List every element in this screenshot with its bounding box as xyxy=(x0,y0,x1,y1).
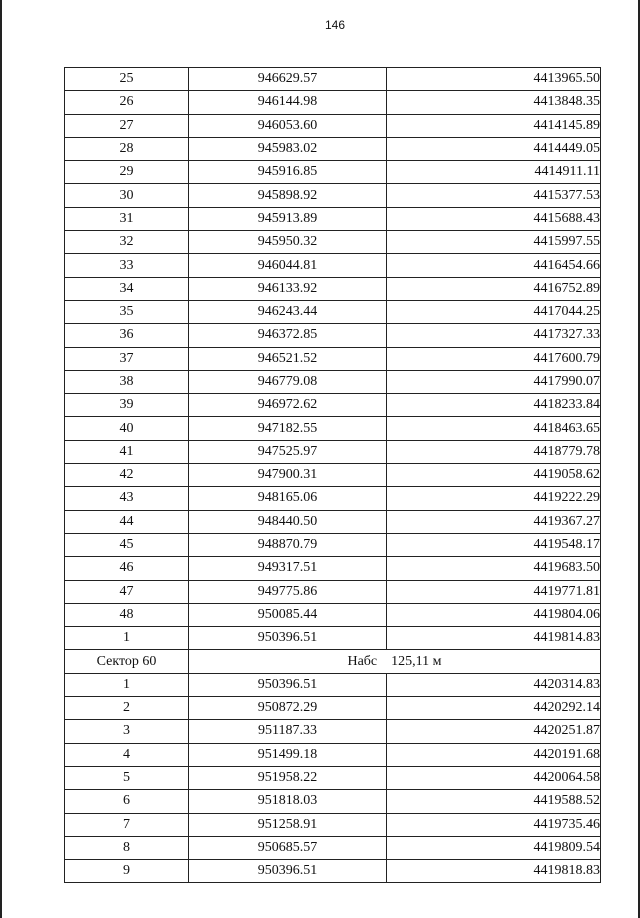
y-coordinate-cell: 4413965.50 xyxy=(387,68,601,91)
x-coordinate-cell: 946133.92 xyxy=(189,277,387,300)
x-coordinate-cell: 951958.22 xyxy=(189,766,387,789)
point-number-cell: 47 xyxy=(65,580,189,603)
y-coordinate-cell: 4414449.05 xyxy=(387,137,601,160)
table-row xyxy=(65,114,601,137)
x-coordinate-cell: 945983.02 xyxy=(189,137,387,160)
sector-label: Сектор 60 xyxy=(65,650,189,673)
y-coordinate-cell: 4417327.33 xyxy=(387,324,601,347)
x-coordinate-cell: 945913.89 xyxy=(189,207,387,230)
table-row xyxy=(65,394,601,417)
point-number-cell: 7 xyxy=(65,813,189,836)
point-number-cell: 46 xyxy=(65,557,189,580)
y-coordinate-cell: 4415688.43 xyxy=(387,207,601,230)
point-number-cell: 36 xyxy=(65,324,189,347)
y-coordinate-cell: 4416454.66 xyxy=(387,254,601,277)
point-number-cell: 5 xyxy=(65,766,189,789)
x-coordinate-cell: 946521.52 xyxy=(189,347,387,370)
y-coordinate-cell: 4417600.79 xyxy=(387,347,601,370)
point-number-cell: 37 xyxy=(65,347,189,370)
point-number-cell: 3 xyxy=(65,720,189,743)
x-coordinate-cell: 946972.62 xyxy=(189,394,387,417)
y-coordinate-cell: 4419058.62 xyxy=(387,464,601,487)
point-number-cell: 48 xyxy=(65,603,189,626)
x-coordinate-cell: 948440.50 xyxy=(189,510,387,533)
x-coordinate-cell: 946144.98 xyxy=(189,91,387,114)
point-number-cell: 42 xyxy=(65,464,189,487)
x-coordinate-cell: 951258.91 xyxy=(189,813,387,836)
y-coordinate-cell: 4417990.07 xyxy=(387,370,601,393)
point-number-cell: 30 xyxy=(65,184,189,207)
table-row xyxy=(65,533,601,556)
table-row xyxy=(65,510,601,533)
x-coordinate-cell: 950396.51 xyxy=(189,627,387,650)
y-coordinate-cell: 4420251.87 xyxy=(387,720,601,743)
table-row xyxy=(65,673,601,696)
table-row xyxy=(65,207,601,230)
x-coordinate-cell: 947900.31 xyxy=(189,464,387,487)
table-row xyxy=(65,766,601,789)
point-number-cell: 28 xyxy=(65,137,189,160)
point-number-cell: 29 xyxy=(65,161,189,184)
table-row xyxy=(65,440,601,463)
point-number-cell: 8 xyxy=(65,836,189,859)
table-row xyxy=(65,464,601,487)
table-row xyxy=(65,790,601,813)
table-row xyxy=(65,697,601,720)
page-number: 146 xyxy=(324,18,346,32)
x-coordinate-cell: 950085.44 xyxy=(189,603,387,626)
y-coordinate-cell: 4420191.68 xyxy=(387,743,601,766)
table-row xyxy=(65,137,601,160)
y-coordinate-cell: 4419809.54 xyxy=(387,836,601,859)
y-coordinate-cell: 4413848.35 xyxy=(387,91,601,114)
table-row xyxy=(65,860,601,883)
y-coordinate-cell: 4418463.65 xyxy=(387,417,601,440)
table-row xyxy=(65,300,601,323)
x-coordinate-cell: 946044.81 xyxy=(189,254,387,277)
sector-elevation-prefix: Набс xyxy=(347,653,378,669)
point-number-cell: 2 xyxy=(65,697,189,720)
x-coordinate-cell: 947525.97 xyxy=(189,440,387,463)
scan-left-border xyxy=(0,0,2,918)
x-coordinate-cell: 945950.32 xyxy=(189,231,387,254)
y-coordinate-cell: 4415997.55 xyxy=(387,231,601,254)
x-coordinate-cell: 951499.18 xyxy=(189,743,387,766)
y-coordinate-cell: 4419548.17 xyxy=(387,533,601,556)
point-number-cell: 1 xyxy=(65,673,189,696)
point-number-cell: 45 xyxy=(65,533,189,556)
x-coordinate-cell: 950396.51 xyxy=(189,860,387,883)
point-number-cell: 9 xyxy=(65,860,189,883)
x-coordinate-cell: 948870.79 xyxy=(189,533,387,556)
y-coordinate-cell: 4420064.58 xyxy=(387,766,601,789)
sector-elevation-value: 125,11 м xyxy=(391,653,442,669)
x-coordinate-cell: 950685.57 xyxy=(189,836,387,859)
y-coordinate-cell: 4414145.89 xyxy=(387,114,601,137)
y-coordinate-cell: 4419735.46 xyxy=(387,813,601,836)
point-number-cell: 41 xyxy=(65,440,189,463)
point-number-cell: 39 xyxy=(65,394,189,417)
table-row xyxy=(65,68,601,91)
x-coordinate-cell: 945898.92 xyxy=(189,184,387,207)
coordinates-table xyxy=(64,67,601,883)
y-coordinate-cell: 4419683.50 xyxy=(387,557,601,580)
x-coordinate-cell: 946243.44 xyxy=(189,300,387,323)
y-coordinate-cell: 4419804.06 xyxy=(387,603,601,626)
x-coordinate-cell: 951818.03 xyxy=(189,790,387,813)
y-coordinate-cell: 4414911.11 xyxy=(387,161,601,184)
table-row xyxy=(65,813,601,836)
table-row xyxy=(65,603,601,626)
table-row xyxy=(65,277,601,300)
x-coordinate-cell: 951187.33 xyxy=(189,720,387,743)
table-row xyxy=(65,184,601,207)
table-row xyxy=(65,557,601,580)
x-coordinate-cell: 950396.51 xyxy=(189,673,387,696)
point-number-cell: 26 xyxy=(65,91,189,114)
y-coordinate-cell: 4418779.78 xyxy=(387,440,601,463)
table-row xyxy=(65,324,601,347)
y-coordinate-cell: 4419814.83 xyxy=(387,627,601,650)
point-number-cell: 33 xyxy=(65,254,189,277)
table-row xyxy=(65,836,601,859)
table-row xyxy=(65,627,601,650)
point-number-cell: 38 xyxy=(65,370,189,393)
sector-header-group xyxy=(65,650,601,673)
point-number-cell: 6 xyxy=(65,790,189,813)
table-row xyxy=(65,417,601,440)
table-row xyxy=(65,91,601,114)
coordinates-rows-after xyxy=(65,673,601,883)
y-coordinate-cell: 4419771.81 xyxy=(387,580,601,603)
point-number-cell: 34 xyxy=(65,277,189,300)
point-number-cell: 4 xyxy=(65,743,189,766)
x-coordinate-cell: 946372.85 xyxy=(189,324,387,347)
coordinates-rows-before xyxy=(65,68,601,650)
table-row xyxy=(65,347,601,370)
x-coordinate-cell: 947182.55 xyxy=(189,417,387,440)
point-number-cell: 25 xyxy=(65,68,189,91)
y-coordinate-cell: 4418233.84 xyxy=(387,394,601,417)
point-number-cell: 44 xyxy=(65,510,189,533)
x-coordinate-cell: 945916.85 xyxy=(189,161,387,184)
table-row xyxy=(65,720,601,743)
y-coordinate-cell: 4416752.89 xyxy=(387,277,601,300)
y-coordinate-cell: 4420292.14 xyxy=(387,697,601,720)
x-coordinate-cell: 949775.86 xyxy=(189,580,387,603)
x-coordinate-cell: 946779.08 xyxy=(189,370,387,393)
x-coordinate-cell: 946053.60 xyxy=(189,114,387,137)
x-coordinate-cell: 950872.29 xyxy=(189,697,387,720)
point-number-cell: 40 xyxy=(65,417,189,440)
y-coordinate-cell: 4415377.53 xyxy=(387,184,601,207)
point-number-cell: 43 xyxy=(65,487,189,510)
table-row xyxy=(65,231,601,254)
y-coordinate-cell: 4419367.27 xyxy=(387,510,601,533)
point-number-cell: 27 xyxy=(65,114,189,137)
table-row xyxy=(65,161,601,184)
y-coordinate-cell: 4417044.25 xyxy=(387,300,601,323)
table-row xyxy=(65,743,601,766)
x-coordinate-cell: 948165.06 xyxy=(189,487,387,510)
y-coordinate-cell: 4420314.83 xyxy=(387,673,601,696)
point-number-cell: 31 xyxy=(65,207,189,230)
table-row xyxy=(65,370,601,393)
point-number-cell: 1 xyxy=(65,627,189,650)
y-coordinate-cell: 4419588.52 xyxy=(387,790,601,813)
y-coordinate-cell: 4419818.83 xyxy=(387,860,601,883)
table-row xyxy=(65,487,601,510)
point-number-cell: 32 xyxy=(65,231,189,254)
x-coordinate-cell: 946629.57 xyxy=(189,68,387,91)
y-coordinate-cell: 4419222.29 xyxy=(387,487,601,510)
sector-elevation xyxy=(189,650,601,673)
sector-header-row xyxy=(65,650,601,673)
table-row xyxy=(65,580,601,603)
x-coordinate-cell: 949317.51 xyxy=(189,557,387,580)
point-number-cell: 35 xyxy=(65,300,189,323)
table-row xyxy=(65,254,601,277)
